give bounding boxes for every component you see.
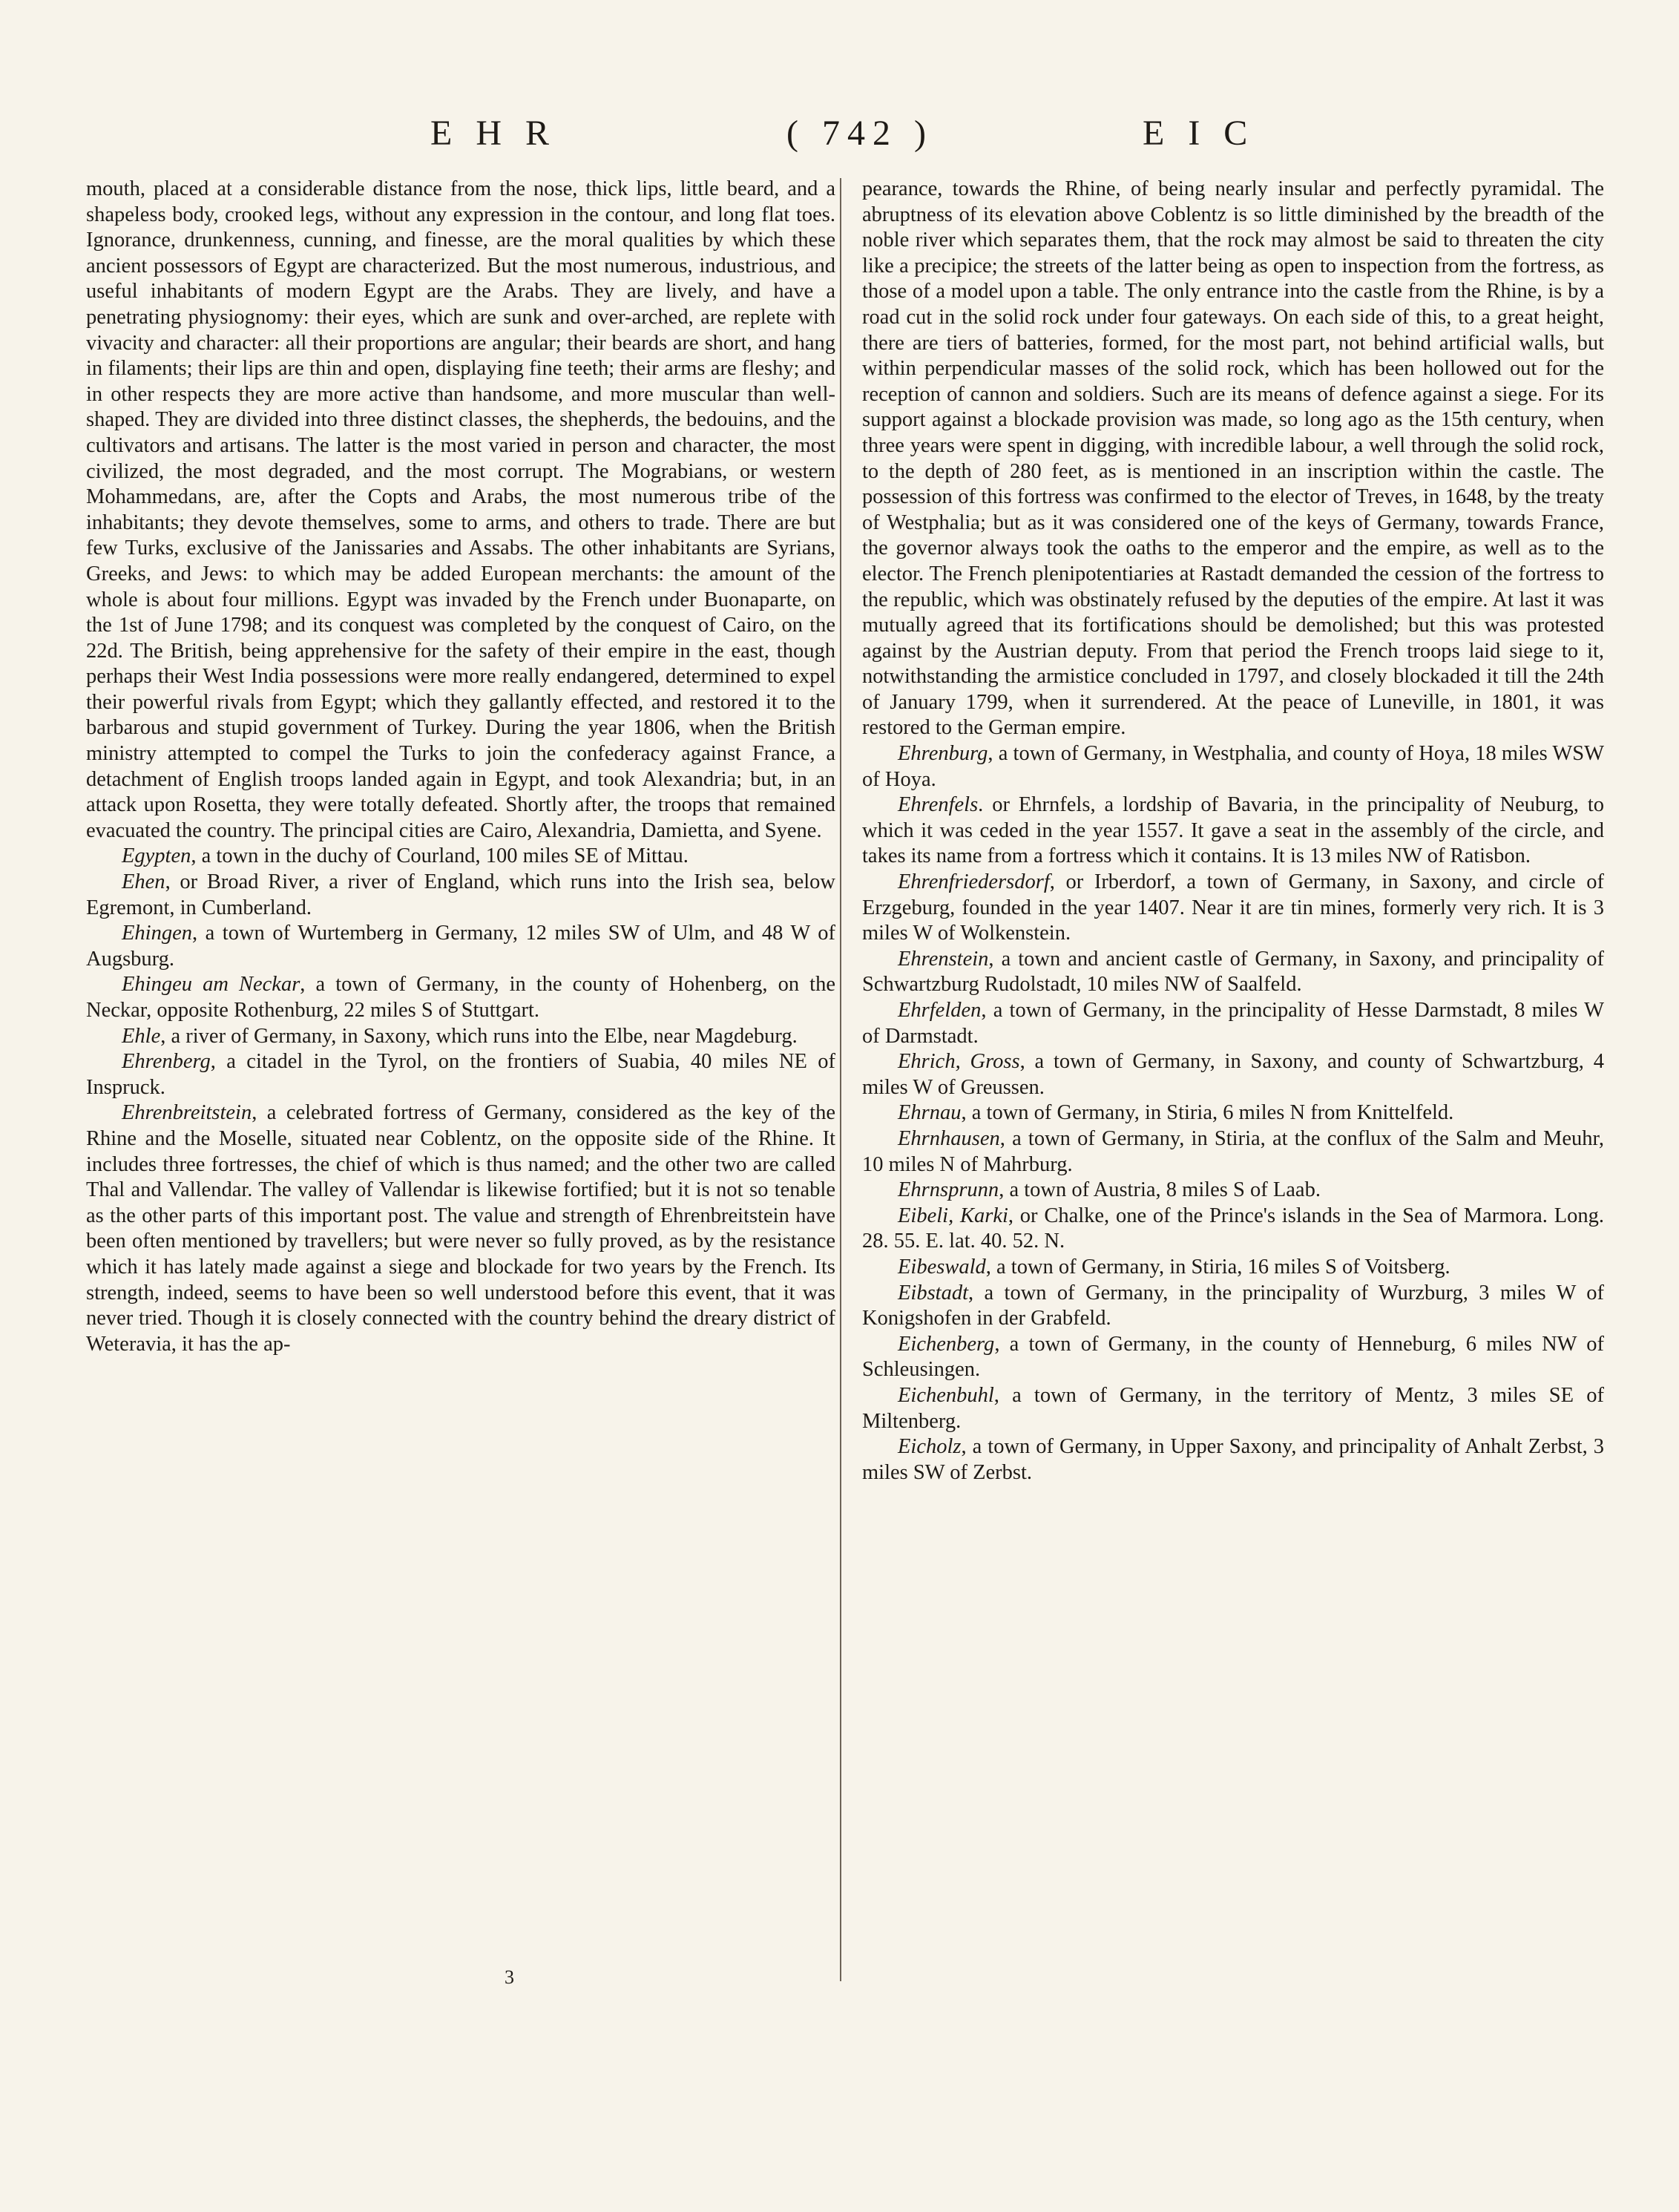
headword: Ehingen: [122, 922, 192, 945]
entry-eibeswald: Eibeswald, a town of Germany, in Stiria, 16 miles S of Voitsberg.: [898, 1255, 1450, 1279]
headword: Ehingeu am Neckar: [122, 973, 300, 997]
entry-ehle: Ehle, a river of Germany, in Saxony, which runs into the Elbe, near Magdeburg.: [122, 1024, 798, 1048]
entry-ehen: Ehen, or Broad River, a river of England, which runs into the Irish sea, below Egremont, in Cumberland.: [86, 870, 835, 919]
headword: Eichenbuhl: [898, 1383, 994, 1407]
headword: Ehen: [122, 870, 165, 894]
left-column: [86, 177, 835, 1357]
headword: Ehrich, Gross: [898, 1050, 1020, 1074]
entry-ehrenstein: Ehrenstein, a town and ancient castle of Germany, in Saxony, and principality of Schwartzburg Rudolstadt, 10 miles NW of Saalfeld.: [862, 947, 1604, 997]
entry-eibstadt: Eibstadt, a town of Germany, in the principality of Wurzburg, 3 miles W of Konigshofen in der Grabfeld.: [862, 1281, 1604, 1330]
entry-ehrenfriedersdorf: Ehrenfriedersdorf, or Irberdorf, a town of Germany, in Saxony, and circle of Erzgeburg, founded in the year 1407. Near it are tin mines, formerly very rich. It is 3 miles W of Wolkenstein.: [862, 870, 1604, 945]
running-header: [0, 104, 1679, 163]
headword: Ehrnau: [898, 1101, 962, 1125]
headword: Eibeswald: [898, 1255, 986, 1279]
headword: Ehrenstein: [898, 947, 989, 971]
entry-ehingen: Ehingen, a town of Wurtemberg in Germany, 12 miles SW of Ulm, and 48 W of Augsburg.: [86, 922, 835, 971]
headword: Egypten: [122, 844, 191, 868]
paragraph-continuation: pearance, towards the Rhine, of being nearly insular and perfectly pyramidal. The abruptness of its elevation above Coblentz is so little diminished by the breadth of the noble river which separates them, that the rock may almost be said to threaten the city like a precipice; the streets of the latter being as open to inspection from the fortress, as those of a model upon a table. The only entrance into the castle from the Rhine, is by a road cut in the solid rock under four gateways. On each side of this, to a great height, there are tiers of batteries, formed, for the most part, not behind artificial walls, but within perpendicular masses of the solid rock, which has been hollowed out for the reception of cannon and soldiers. Such are its means of defence against a siege. For its support against a blockade provision was made, so long ago as the 15th century, when three years were spent in digging, with incredible labour, a well through the solid rock, to the depth of 280 feet, as is mentioned in an inscription within the castle. The possession of this fortress was confirmed to the elector of Treves, in 1648, by the treaty of Westphalia; but as it was considered one of the keys of Germany, towards France, the governor always took the oaths to the emperor and the empire, as well as to the elector. The French plenipotentiaries at Rastadt demanded the cession of the fortress to the republic, which was obstinately refused by the deputies of the empire. At last it was mutually agreed that its fortifications should be demolished; but this was protested against by the Austrian deputy. From that period the French troops laid siege to it, notwithstanding the armistice concluded in 1797, and closely blockaded it till the 24th of January 1799, when it surrendered. At the peace of Luneville, in 1801, it was restored to the German empire.: [862, 177, 1604, 740]
paragraph-continuation: mouth, placed at a considerable distance from the nose, thick lips, little beard, and a shapeless body, crooked legs, without any expression in the contour, and long flat toes. Ignorance, drunkenness, cunning, and finesse, are the moral qualities by which these ancient possessors of Egypt are characterized. But the most numerous, industrious, and useful inhabitants of modern Egypt are the Arabs. They are lively, and have a penetrating physiognomy: their eyes, which are sunk and over-arched, are replete with vivacity and character: all their proportions are angular; their beards are short, and hang in filaments; their lips are thin and open, displaying fine teeth; their arms are fleshy; and in other respects they are more active than handsome, and more muscular than well-shaped. They are divided into three distinct classes, the shepherds, the bedouins, and the cultivators and artisans. The latter is the most varied in person and character, the most civilized, the most degraded, and the most corrupt. The Mograbians, or western Mohammedans, are, after the Copts and Arabs, the most numerous tribe of the inhabitants; they devote themselves, some to arms, and others to trade. There are but few Turks, exclusive of the Janissaries and Assabs. The other inhabitants are Syrians, Greeks, and Jews: to which may be added European merchants: the amount of the whole is about four millions. Egypt was invaded by the French under Buonaparte, on the 1st of June 1798; and its conquest was completed by the conquest of Cairo, on the 22d. The British, being apprehensive for the safety of their empire in the east, though perhaps their West India possessions were more really endangered, determined to expel their powerful rivals from Egypt; which they gallantly effected, and restored it to the barbarous and stupid government of Turkey. During the year 1806, when the British ministry attempted to compel the Turks to join the confederacy against France, a detachment of English troops landed again in Egypt, and took Alexandria; but, in an attack upon Rosetta, they were totally defeated. Shortly after, the troops that remained evacuated the country. The principal cities are Cairo, Alexandria, Damietta, and Syene.: [86, 177, 835, 842]
entry-eichenberg: Eichenberg, a town of Germany, in the county of Henneburg, 6 miles NW of Schleusingen.: [862, 1332, 1604, 1382]
entry-ehrfelden: Ehrfelden, a town of Germany, in the principality of Hesse Darmstadt, 8 miles W of Darmstadt.: [862, 999, 1604, 1048]
entry-ehrenfels: Ehrenfels. or Ehrnfels, a lordship of Bavaria, in the principality of Neuburg, to which it was ceded in the year 1557. It gave a seat in the assembly of the circle, and takes its name from a fortress which it contains. It is 13 miles NW of Ratisbon.: [862, 793, 1604, 868]
entry-ehrich-gross: Ehrich, Gross, a town of Germany, in Saxony, and county of Schwartzburg, 4 miles W of Greussen.: [862, 1050, 1605, 1099]
headword: Ehle: [122, 1024, 161, 1048]
entry-ehingen-am-neckar: Ehingeu am Neckar, a town of Germany, in the county of Hohenberg, on the Neckar, opposite Rothenburg, 22 miles S of Stuttgart.: [86, 973, 835, 1022]
headword: Ehrenbreitstein: [122, 1101, 252, 1125]
headword: Eichenberg: [898, 1332, 995, 1356]
column-divider: [840, 178, 841, 1981]
headword: Eicholz: [898, 1435, 962, 1459]
entry-ehrnsprunn: Ehrnsprunn, a town of Austria, 8 miles S of Laab.: [898, 1178, 1321, 1202]
headword: Eibeli, Karki: [898, 1204, 1008, 1227]
entry-eibeli: Eibeli, Karki, or Chalke, one of the Prince's islands in the Sea of Marmora. Long. 28. 55. E. lat. 40. 52. N.: [862, 1204, 1604, 1253]
headword: Ehrenberg: [122, 1050, 211, 1074]
entry-ehrenburg: Ehrenburg, a town of Germany, in Westphalia, and county of Hoya, 18 miles WSW of Hoya.: [862, 742, 1604, 791]
entry-ehrenberg: Ehrenberg, a citadel in the Tyrol, on the frontiers of Suabia, 40 miles NE of Inspruck.: [86, 1050, 835, 1099]
headword: Ehrenburg: [898, 742, 988, 766]
headword: Ehrnsprunn: [898, 1178, 999, 1202]
entry-ehrnhausen: Ehrnhausen, a town of Germany, in Stiria, at the conflux of the Salm and Meuhr, 10 miles N of Mahrburg.: [862, 1126, 1604, 1176]
headword: Ehrfelden: [898, 999, 982, 1022]
entry-ehrenbreitstein: Ehrenbreitstein, a celebrated fortress of Germany, considered as the key of the Rhine and the Moselle, situated near Coblentz, on the opposite side of the Rhine. It includes three fortresses, the chief of which is thus named; and the other two are called Thal and Vallendar. The valley of Vallendar is likewise fortified; but it is not so tenable as the other parts of this important post. The value and strength of Ehrenbreitstein have been often mentioned by travellers; but were never so fully proved, as by the resistance which it has lately made against a siege and blockade for two years by the French. Its strength, indeed, seems to have been so well understood before this event, that it was never tried. Though it is closely connected with the country behind the dreary district of Weteravia, it has the ap-: [86, 1101, 835, 1356]
signature-mark: 3: [505, 1966, 514, 1988]
entry-ehrnau: Ehrnau, a town of Germany, in Stiria, 6 miles N from Knittelfeld.: [898, 1101, 1454, 1125]
page-number: ( 742 ): [786, 114, 933, 153]
entry-egypten: Egypten, a town in the duchy of Courland, 100 miles SE of Mittau.: [122, 844, 689, 868]
right-column: [862, 177, 1604, 1486]
headword: Ehrnhausen: [898, 1126, 1000, 1150]
headword: Ehrenfriedersdorf: [898, 870, 1050, 894]
headword: Eibstadt: [898, 1281, 969, 1304]
header-right-guideword: E I C: [1143, 114, 1255, 153]
header-left-guideword: E H R: [430, 114, 556, 153]
headword: Ehrenfels: [898, 793, 979, 817]
entry-eicholz: Eicholz, a town of Germany, in Upper Saxony, and principality of Anhalt Zerbst, 3 miles SW of Zerbst.: [862, 1435, 1604, 1484]
entry-eichenbuhl: Eichenbuhl, a town of Germany, in the territory of Mentz, 3 miles SE of Miltenberg.: [862, 1383, 1604, 1433]
